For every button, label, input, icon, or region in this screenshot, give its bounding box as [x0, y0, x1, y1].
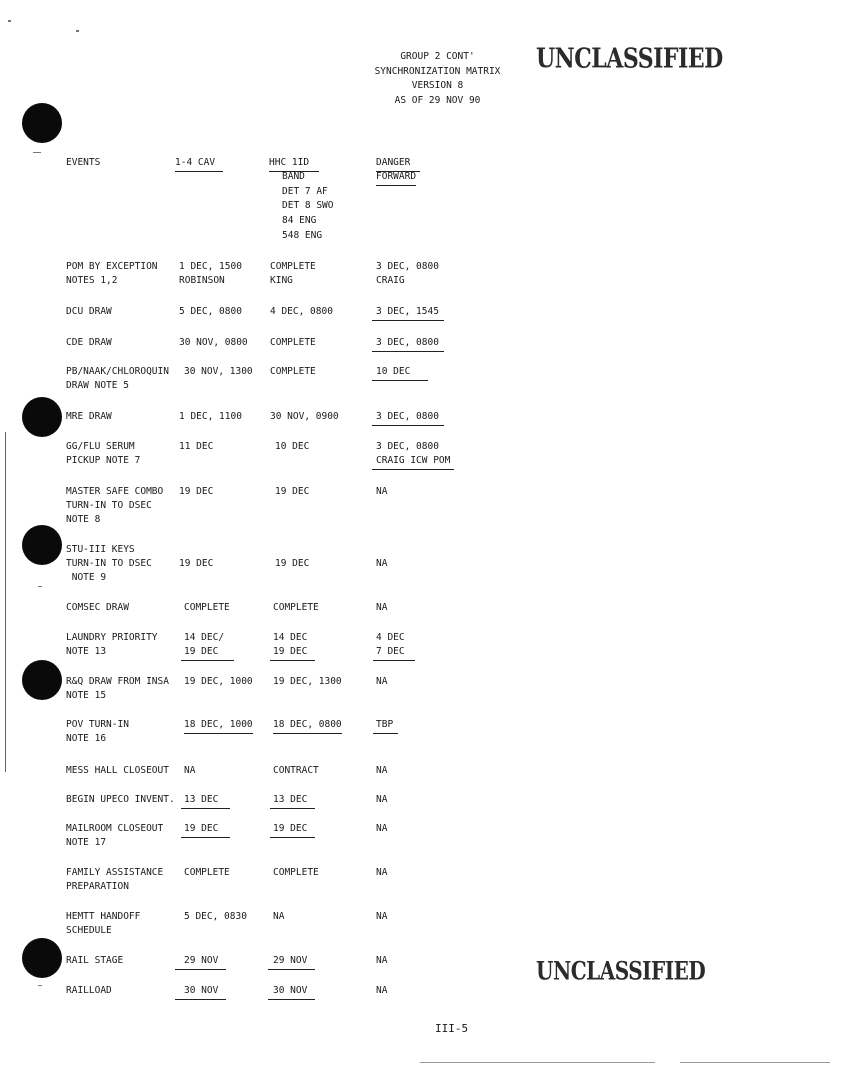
row-event: SCHEDULE — [66, 925, 112, 936]
row-hhc: 30 NOV, 0900 — [270, 411, 339, 422]
row-event: RAILLOAD — [66, 985, 112, 996]
row-danger: 3 DEC, 0800 — [376, 441, 439, 452]
scan-rule — [680, 1062, 830, 1063]
row-cav: 5 DEC, 0800 — [179, 306, 242, 317]
row-hhc: COMPLETE — [273, 867, 319, 878]
row-danger: 3 DEC, 0800 — [372, 410, 444, 426]
header-date: AS OF 29 NOV 90 — [394, 94, 481, 106]
row-hhc: 19 DEC — [275, 558, 310, 569]
row-hhc: 19 DEC — [270, 822, 315, 838]
hhc-unit: DET 7 AF — [282, 186, 328, 197]
row-event: MRE DRAW — [66, 411, 112, 422]
row-danger: 10 DEC — [372, 365, 428, 381]
row-event: TURN-IN TO DSEC — [66, 500, 152, 511]
row-danger: CRAIG — [376, 275, 405, 286]
row-danger: NA — [376, 794, 388, 805]
row-event: HEMTT HANDOFF — [66, 911, 141, 922]
row-cav: NA — [184, 765, 196, 776]
punch-hole — [22, 103, 62, 143]
row-cav: COMPLETE — [184, 867, 230, 878]
row-danger: 3 DEC, 0800 — [376, 261, 439, 272]
row-event: DRAW NOTE 5 — [66, 380, 129, 391]
row-event: NOTE 16 — [66, 733, 107, 744]
row-danger: 3 DEC, 0800 — [372, 336, 444, 352]
document-header — [365, 50, 510, 108]
row-hhc: 19 DEC — [270, 645, 315, 661]
row-cav: 13 DEC — [181, 793, 230, 809]
row-danger: NA — [376, 676, 388, 687]
row-event: BEGIN UPECO INVENT. — [66, 794, 175, 805]
row-event: STU-III KEYS — [66, 544, 135, 555]
row-hhc: 18 DEC, 0800 — [273, 718, 342, 734]
row-event: RAIL STAGE — [66, 955, 124, 966]
scan-speck — [33, 152, 41, 153]
row-event: MAILROOM CLOSEOUT — [66, 823, 164, 834]
row-hhc: NA — [273, 911, 285, 922]
row-event: MESS HALL CLOSEOUT — [66, 765, 169, 776]
row-hhc: KING — [270, 275, 293, 286]
row-cav: 18 DEC, 1000 — [184, 718, 253, 734]
row-cav: 1 DEC, 1500 — [179, 261, 242, 272]
row-danger: CRAIG ICW POM — [372, 454, 454, 470]
header-group: GROUP 2 CONT' — [400, 51, 475, 62]
row-event: CDE DRAW — [66, 337, 112, 348]
row-hhc: 19 DEC, 1300 — [273, 676, 342, 687]
row-danger: 3 DEC, 1545 — [372, 305, 444, 321]
row-hhc: 29 NOV — [268, 954, 315, 970]
classification-stamp-top: UNCLASSIFIED — [536, 42, 723, 75]
row-event: TURN-IN TO DSEC — [66, 558, 152, 569]
row-hhc: CONTRACT — [273, 765, 319, 776]
col-header-events: EVENTS — [66, 157, 101, 168]
row-hhc: 30 NOV — [268, 984, 315, 1000]
row-event: LAUNDRY PRIORITY — [66, 632, 158, 643]
row-cav: 19 DEC, 1000 — [184, 676, 253, 687]
row-event: POV TURN-IN — [66, 719, 129, 730]
row-hhc: COMPLETE — [273, 602, 319, 613]
header-matrix-title: SYNCHRONIZATION MATRIX — [374, 65, 501, 77]
row-hhc: 10 DEC — [275, 441, 310, 452]
row-hhc: 13 DEC — [270, 793, 315, 809]
row-danger: NA — [376, 955, 388, 966]
row-danger: NA — [376, 486, 388, 497]
row-danger: NA — [376, 985, 388, 996]
row-danger: NA — [376, 823, 388, 834]
row-cav: 11 DEC — [179, 441, 214, 452]
row-event: FAMILY ASSISTANCE — [66, 867, 164, 878]
row-hhc: COMPLETE — [270, 366, 316, 377]
row-hhc: COMPLETE — [270, 261, 316, 272]
row-cav: 5 DEC, 0830 — [184, 911, 247, 922]
row-event: NOTES 1,2 — [66, 275, 118, 286]
scan-rule — [420, 1062, 655, 1063]
punch-hole — [22, 660, 62, 700]
row-danger: NA — [376, 558, 388, 569]
row-cav: 29 NOV — [175, 954, 226, 970]
row-event: NOTE 13 — [66, 646, 107, 657]
punch-hole — [22, 397, 62, 437]
row-event: POM BY EXCEPTION — [66, 261, 158, 272]
col-header-cav: 1-4 CAV — [175, 156, 223, 172]
row-event: GG/FLU SERUM — [66, 441, 135, 452]
col-header-danger-forward: FORWARD — [376, 170, 416, 186]
scan-speck — [38, 985, 42, 986]
row-cav: ROBINSON — [179, 275, 225, 286]
row-cav: 19 DEC — [181, 645, 234, 661]
row-danger: NA — [376, 602, 388, 613]
row-danger: TBP — [373, 718, 398, 734]
row-event: NOTE 15 — [66, 690, 107, 701]
row-event: COMSEC DRAW — [66, 602, 129, 613]
row-hhc: 4 DEC, 0800 — [270, 306, 333, 317]
row-danger: 7 DEC — [373, 645, 415, 661]
col-header-hhc: HHC 1ID — [269, 156, 319, 172]
hhc-unit: DET 8 SWO — [282, 200, 334, 211]
hhc-unit: BAND — [282, 171, 305, 182]
row-event: MASTER SAFE COMBO — [66, 486, 164, 497]
row-cav: 1 DEC, 1100 — [179, 411, 242, 422]
row-event: R&Q DRAW FROM INSA — [66, 676, 169, 687]
row-cav: 30 NOV, 1300 — [184, 366, 253, 377]
row-cav: 30 NOV — [175, 984, 226, 1000]
row-event: NOTE 9 — [66, 572, 107, 583]
page-number: III-5 — [435, 1022, 469, 1035]
punch-hole — [22, 525, 62, 565]
row-cav: 19 DEC — [179, 486, 214, 497]
row-event: NOTE 8 — [66, 514, 101, 525]
row-cav: COMPLETE — [184, 602, 230, 613]
scan-speck — [38, 586, 42, 587]
row-event: PICKUP NOTE 7 — [66, 455, 141, 466]
row-event: DCU DRAW — [66, 306, 112, 317]
row-danger: NA — [376, 765, 388, 776]
row-hhc: COMPLETE — [270, 337, 316, 348]
classification-stamp-bottom: UNCLASSIFIED — [536, 955, 706, 986]
col-header-danger: DANGER — [376, 156, 420, 172]
scan-speck — [8, 20, 11, 22]
row-event: NOTE 17 — [66, 837, 107, 848]
row-hhc: 14 DEC — [273, 632, 308, 643]
row-hhc: 19 DEC — [275, 486, 310, 497]
row-danger: 4 DEC — [376, 632, 405, 643]
scan-edge-line — [5, 432, 6, 772]
punch-hole — [22, 938, 62, 978]
row-event: PREPARATION — [66, 881, 129, 892]
row-cav: 19 DEC — [179, 558, 214, 569]
row-danger: NA — [376, 911, 388, 922]
row-event: PB/NAAK/CHLOROQUIN — [66, 366, 169, 377]
row-cav: 14 DEC/ — [184, 632, 225, 643]
row-danger: NA — [376, 867, 388, 878]
row-cav: 30 NOV, 0800 — [179, 337, 248, 348]
hhc-unit: 84 ENG — [282, 215, 317, 226]
header-version: VERSION 8 — [411, 80, 464, 91]
hhc-unit: 548 ENG — [282, 230, 323, 241]
row-cav: 19 DEC — [181, 822, 230, 838]
scan-speck — [76, 30, 79, 32]
